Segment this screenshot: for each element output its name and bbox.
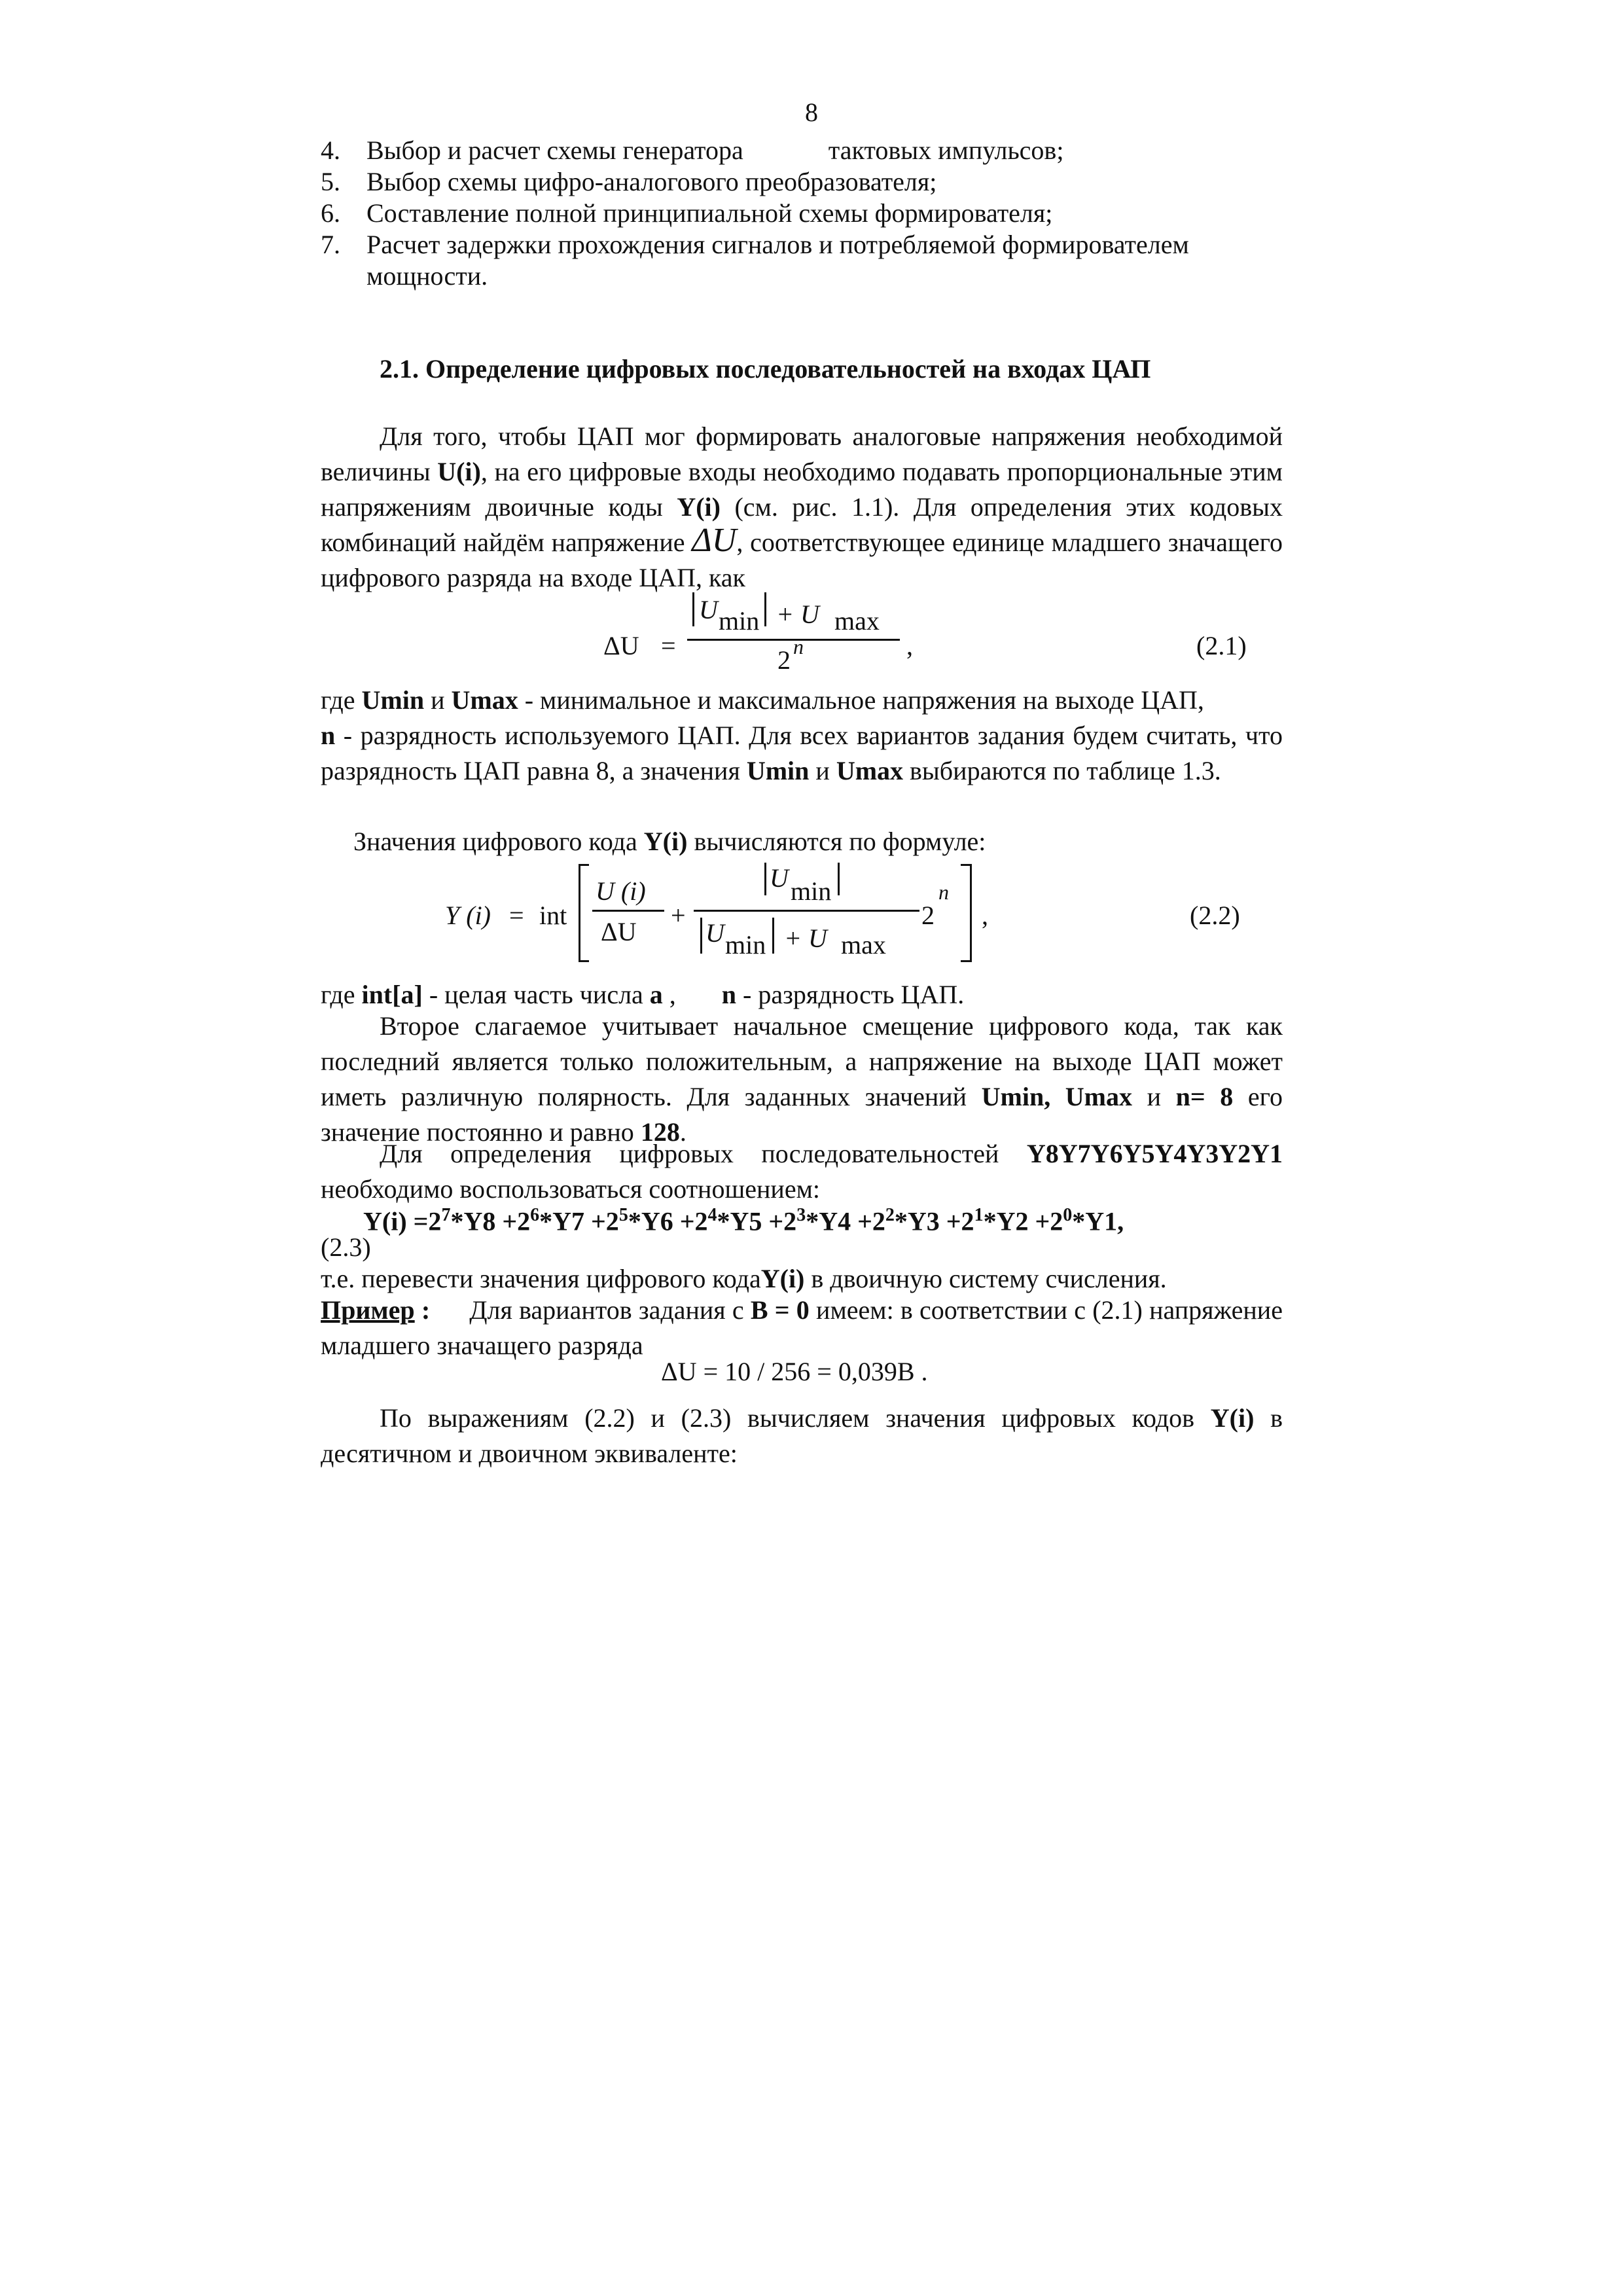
equation-2-3: $Y(i) =2^7*Y8 +2^6*Y7 +2^5*Y6 +2^4*Y5 +2^3*Y4 +2^2*Y3 +2^1*Y2 +2^0*Y1$,	[363, 1205, 1124, 1236]
page-number: 8	[805, 98, 818, 127]
section-heading: 2.1. Определение цифровых последовательностей на входах ЦАП	[380, 354, 1151, 384]
example-label: Пример	[321, 1295, 415, 1325]
paragraph-formula-intro: Значения цифрового кода Y(i) вычисляются по формуле:	[353, 827, 986, 856]
paragraph-offset: Второе слагаемое учитывает начальное смещение цифрового кода, так как последний является только положительным, а напряжение на выходе ЦАП может иметь различную полярность. Для заданных значений Umin, Umax и n= 8 его значение постоянно и равно 128.	[321, 1011, 1283, 1147]
equation-label: (2.2)	[1190, 901, 1240, 930]
paragraph-int-definition: где int[a] - целая часть числа a , n - разрядность ЦАП.	[321, 980, 965, 1009]
equation-label: (2.1)	[1196, 631, 1247, 660]
delta-u-symbol: ΔU	[692, 522, 737, 559]
equation-label: (2.3)	[321, 1232, 371, 1262]
paragraph-intro: Для того, чтобы ЦАП мог формировать аналоговые напряжения необходимой величины U(i), на его цифровые входы необходимо подавать пропорциональные этим напряжениям двоичные коды Y(i) (см. рис. 1.1). Для определения этих кодовых комбинаций найдём напряжение ΔU, соответствующее единице младшего значащего цифрового разряда на входе ЦАП, как	[321, 422, 1283, 592]
paragraph-binary: т.е. перевести значения цифрового кодаY(i) в двоичную систему счисления.	[321, 1264, 1167, 1293]
paragraph-definitions: где Umin и Umax - минимальное и максимальное напряжения на выходе ЦАП, n - разрядность используемого ЦАП. Для всех вариантов задания будем считать, что разрядность ЦАП равна 8, а значения Umin и Umax выбираются по таблице 1.3.	[321, 685, 1283, 785]
paragraph-example: Пример : Для вариантов задания с B = 0 имеем: в соответствии с (2.1) напряжение младшего значащего разряда	[321, 1295, 1283, 1360]
equation-delta-u-value: ΔU = 10 / 256 = 0,039B .	[661, 1357, 928, 1386]
document-page: 8 4. Выбор и расчет схемы генератора тактовых импульсов; 5. Выбор схемы цифро-аналогового преобразователя; 6. Составление полной принципиальной схемы формирователя; 7. Расчет задержки прохождения сигналов и потребляемой формирователем мощности. 2.1. Определение цифровых последовательностей на входах ЦАП Для того, чтобы ЦАП мог формировать аналоговые напряжения необходимой величины U(i), на его цифровые входы необходимо подавать пропорциональные этим напряжениям двоичные коды Y(i) (см. рис. 1.1). Для определения этих кодовых комбинаций найдём напряжение ΔU, соответствующее единице младшего значащего цифрового разряда на входе ЦАП, как ΔU = U min + U max 2 n , (2.1) где Umin и Umax - минимальное и максимальное напряжения на выходе ЦАП, n - разрядность используемого ЦАП. Для всех вариантов задания будем считать, что разрядность ЦАП равна 8, а значения Umin и Umax выбираются по таблице 1.3. Значения цифрового кода Y(i) вычисляются по формуле: Y (i) = int U (i) ΔU + U min U min + U max 2 n , (2.2) где int[a] - целая часть числа a , n - разрядность ЦАП. Второе слагаемое учитывает начальное смещение цифрового кода, так как последний является только положительным, а напряжение на выходе ЦАП может иметь различную полярность. Для заданных значений Umin, Umax и n= 8 его значение постоянно и равно 128. Для определения цифровых последовательностей Y8Y7Y6Y5Y4Y3Y2Y1 необходимо воспользоваться соотношением: $Y(i) =2^7*Y8 +2^6*Y7 +2^5*Y6 +2^4*Y5 +2^3*Y4 +2^2*Y3 +2^1*Y2 +2^0*Y1$, (2.3) т.е. перевести значения цифрового кодаY(i) в двоичную систему счисления. Пример : Для вариантов задания с B = 0 имеем: в соответствии с (2.1) напряжение младшего значащего разряда ΔU = 10 / 256 = 0,039B . По выражениям (2.2) и (2.3) вычисляем значения цифровых кодов Y(i) в десятичном и двоичном эквиваленте:	[0, 0, 1623, 2296]
paragraph-expressions: По выражениям (2.2) и (2.3) вычисляем значения цифровых кодов Y(i) в десятичном и двоичном эквиваленте:	[321, 1403, 1283, 1468]
paragraph-sequences: Для определения цифровых последовательностей Y8Y7Y6Y5Y4Y3Y2Y1 необходимо воспользоваться соотношением:	[321, 1139, 1283, 1204]
